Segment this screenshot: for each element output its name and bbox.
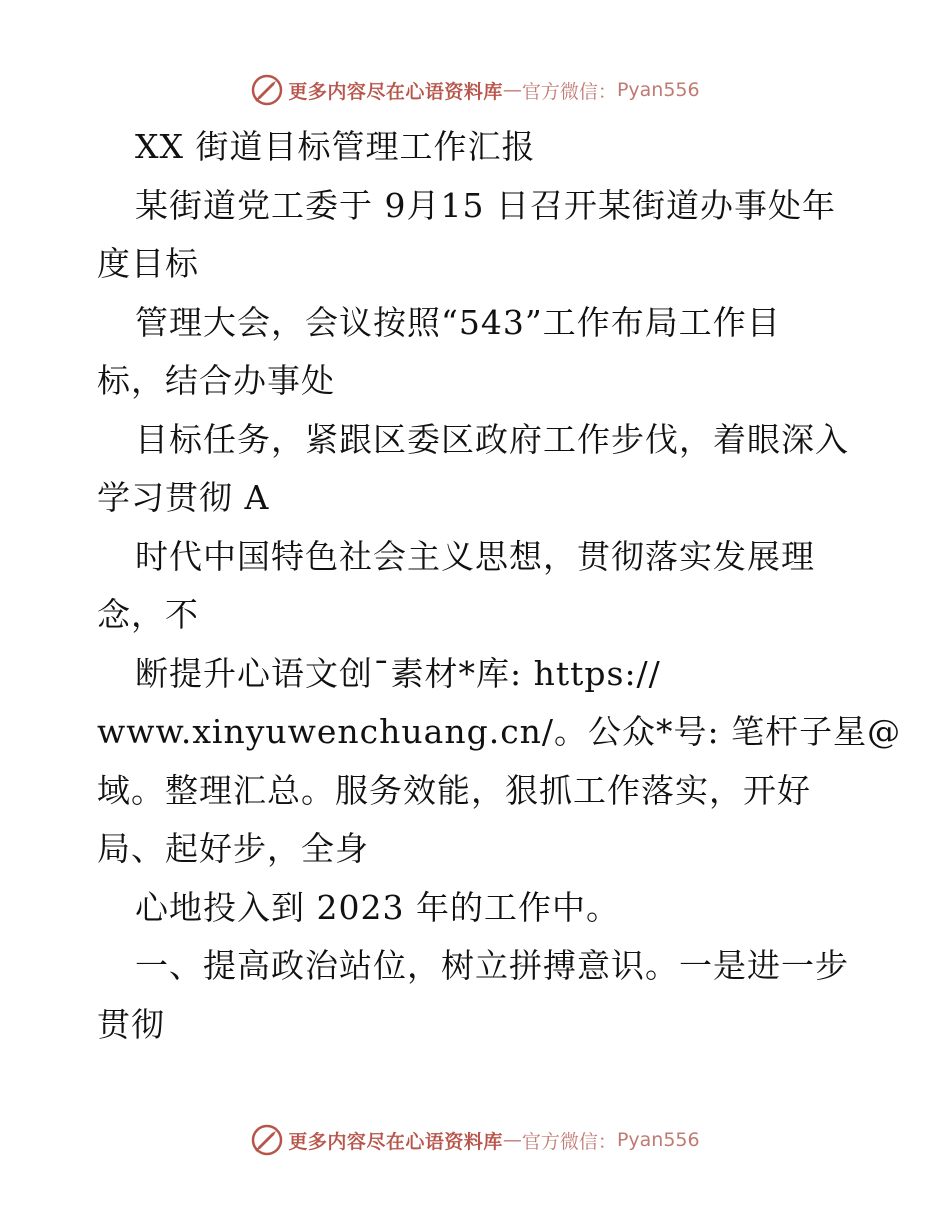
paragraph-line: 域。整理汇总。服务效能，狠抓工作落实，开好 (97, 770, 811, 810)
paragraph-line: www.xinyuwenchuang.cn/。公众*号: 笔杆子星@ (97, 712, 902, 751)
footer-banner (0, 1120, 950, 1160)
paragraph-line: 念，不 (97, 595, 199, 634)
paragraph-line: 管理大会，会议按照“543”工作布局工作目 (135, 302, 781, 342)
paragraph-line: 断提升心语文创¯素材*库: https:// (135, 653, 661, 693)
header-brand-text: 更多内容尽在心语资料库 (288, 80, 503, 103)
footer-wechat-id: Pyan556 (616, 1129, 700, 1151)
paragraph-line: 贯彻 (97, 1004, 165, 1044)
document-title: XX 街道目标管理工作汇报 (135, 127, 536, 166)
section-heading-line: 一、提高政治站位，树立拼搏意识。一是进一步 (135, 946, 849, 985)
header-wechat-label: 官方微信： (521, 80, 617, 103)
paragraph-line: 某街道党工委于 9月15 日召开某街道办事处年 (135, 185, 836, 225)
footer-wechat-label: 官方微信： (521, 1130, 617, 1153)
document-body (97, 118, 902, 1054)
paragraph-line: 目标任务，紧跟区委区政府工作步伐，着眼深入 (135, 419, 849, 459)
header-separator: — (502, 79, 522, 101)
footer-separator: — (502, 1129, 522, 1151)
paragraph-line: 学习贯彻 A (97, 478, 270, 517)
footer-brand-text: 更多内容尽在心语资料库 (288, 1130, 503, 1153)
paragraph-line: 心地投入到 2023 年的工作中。 (135, 887, 620, 927)
paragraph-line: 局、起好步，全身 (97, 829, 369, 868)
paragraph-line: 度目标 (97, 244, 199, 283)
header-banner (0, 70, 950, 110)
paragraph-line: 标，结合办事处 (97, 361, 335, 400)
header-wechat-id: Pyan556 (616, 79, 700, 101)
quill-pen-logo-icon (250, 1123, 284, 1157)
paragraph-line: 时代中国特色社会主义思想，贯彻落实发展理 (135, 536, 815, 576)
quill-pen-logo-icon (250, 73, 284, 107)
